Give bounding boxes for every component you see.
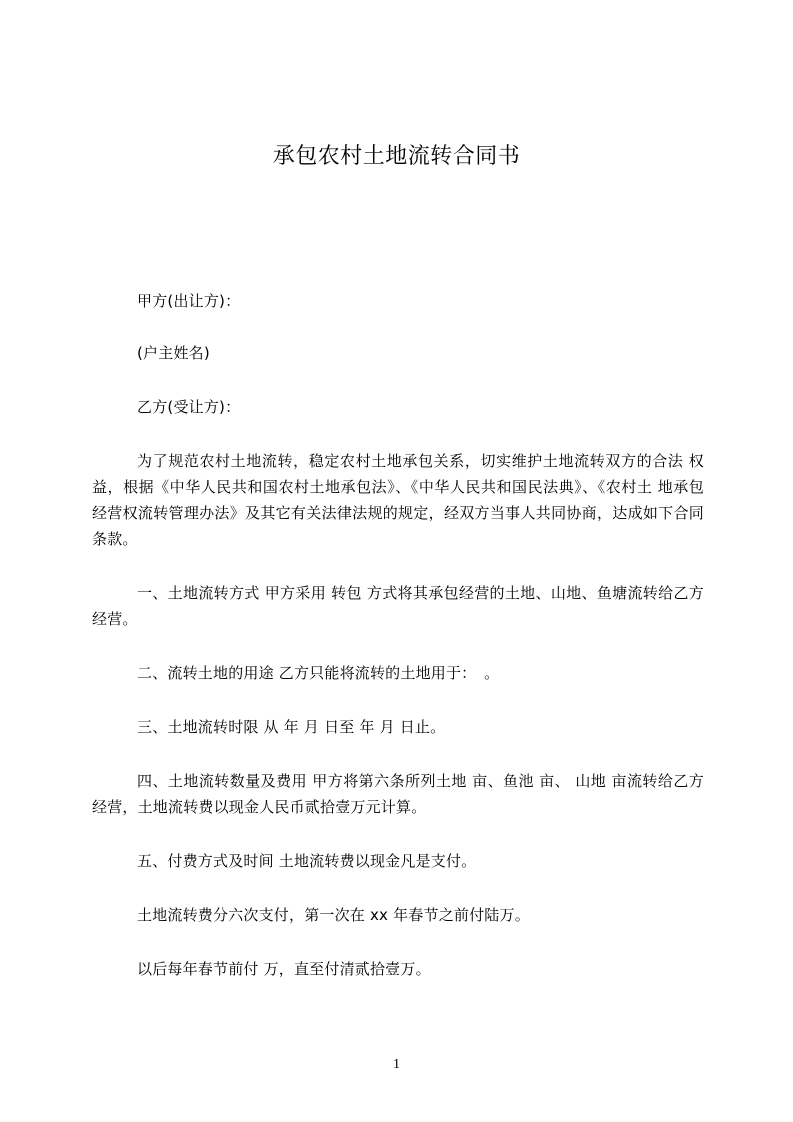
payment-schedule-line-2: 以后每年春节前付 万，直至付清贰拾壹万。 bbox=[137, 960, 431, 978]
clause-2-paragraph: 二、流转土地的用途 乙方只能将流转的土地用于： 。 bbox=[137, 664, 500, 682]
clause-3-paragraph: 三、土地流转时限 从 年 月 日至 年 月 日止。 bbox=[137, 718, 446, 736]
clause-5-paragraph: 五、付费方式及时间 土地流转费以现金凡是支付。 bbox=[137, 852, 477, 870]
preamble-paragraph: 为了规范农村土地流转，稳定农村土地承包关系，切实维护土地流转双方的合法 权益，根据《中华人民共和国农村土地承包法》、《中华人民共和国民法典》、《农村土 地承包经营权流转管理办法》及其它有关法律法规的规定，经双方当事人共同协商，达成如下合同条款。 bbox=[92, 452, 704, 548]
household-head-line: (户主姓名) bbox=[137, 344, 210, 362]
party-a-line: 甲方(出让方)： bbox=[137, 292, 241, 310]
party-b-line: 乙方(受让方)： bbox=[137, 398, 241, 416]
document-title: 承包农村土地流转合同书 bbox=[272, 144, 521, 169]
clause-4-paragraph: 四、土地流转数量及费用 甲方将第六条所列土地 亩、鱼池 亩、 山地 亩流转给乙方经营，土地流转费以现金人民币贰拾壹万元计算。 bbox=[92, 772, 704, 816]
payment-schedule-line-1: 土地流转费分六次支付，第一次在 xx 年春节之前付陆万。 bbox=[137, 906, 530, 924]
clause-1-paragraph: 一、土地流转方式 甲方采用 转包 方式将其承包经营的土地、山地、鱼塘流转给乙方经营。 bbox=[92, 584, 704, 628]
page-number: 1 bbox=[393, 1057, 400, 1072]
